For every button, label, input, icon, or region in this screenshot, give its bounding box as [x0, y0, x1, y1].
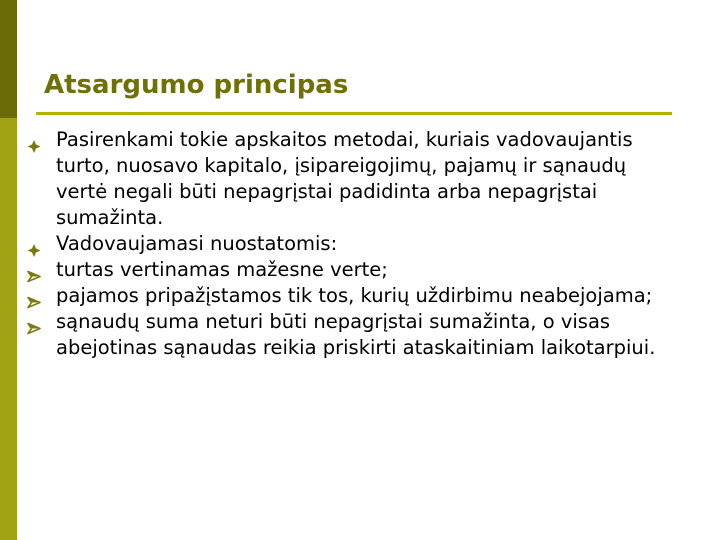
arrow-bullet-icon [27, 316, 41, 329]
bullet-list [0, 127, 720, 361]
title-underline [36, 112, 672, 115]
bullet-item [0, 283, 720, 309]
sidebar-accent-top [0, 0, 17, 118]
diamond-bullet-icon [27, 238, 41, 251]
slide-title: Atsargumo principas [44, 70, 349, 100]
bullet-text: turtas vertinamas mažesne verte; [56, 258, 388, 281]
bullet-text: sąnaudų suma neturi būti nepagrįstai sumažinta, o visas abejotinas sąnaudas reikia priskirti ataskaitiniam laikotarpiui. [56, 310, 656, 359]
diamond-bullet-icon [27, 134, 41, 147]
bullet-text: Vadovaujamasi nuostatomis: [56, 232, 338, 255]
arrow-bullet-icon [27, 264, 41, 277]
bullet-item [0, 309, 720, 361]
arrow-bullet-icon [27, 290, 41, 303]
bullet-item [0, 127, 720, 231]
bullet-item [0, 257, 720, 283]
bullet-text: pajamos pripažįstamos tik tos, kurių uždirbimu neabejojama; [56, 284, 653, 307]
bullet-text: Pasirenkami tokie apskaitos metodai, kuriais vadovaujantis turto, nuosavo kapitalo, įsipareigojimų, pajamų ir sąnaudų vertė negali būti nepagrįstai padidinta arba nepagrįstai sumažinta. [56, 128, 633, 229]
bullet-item [0, 231, 720, 257]
